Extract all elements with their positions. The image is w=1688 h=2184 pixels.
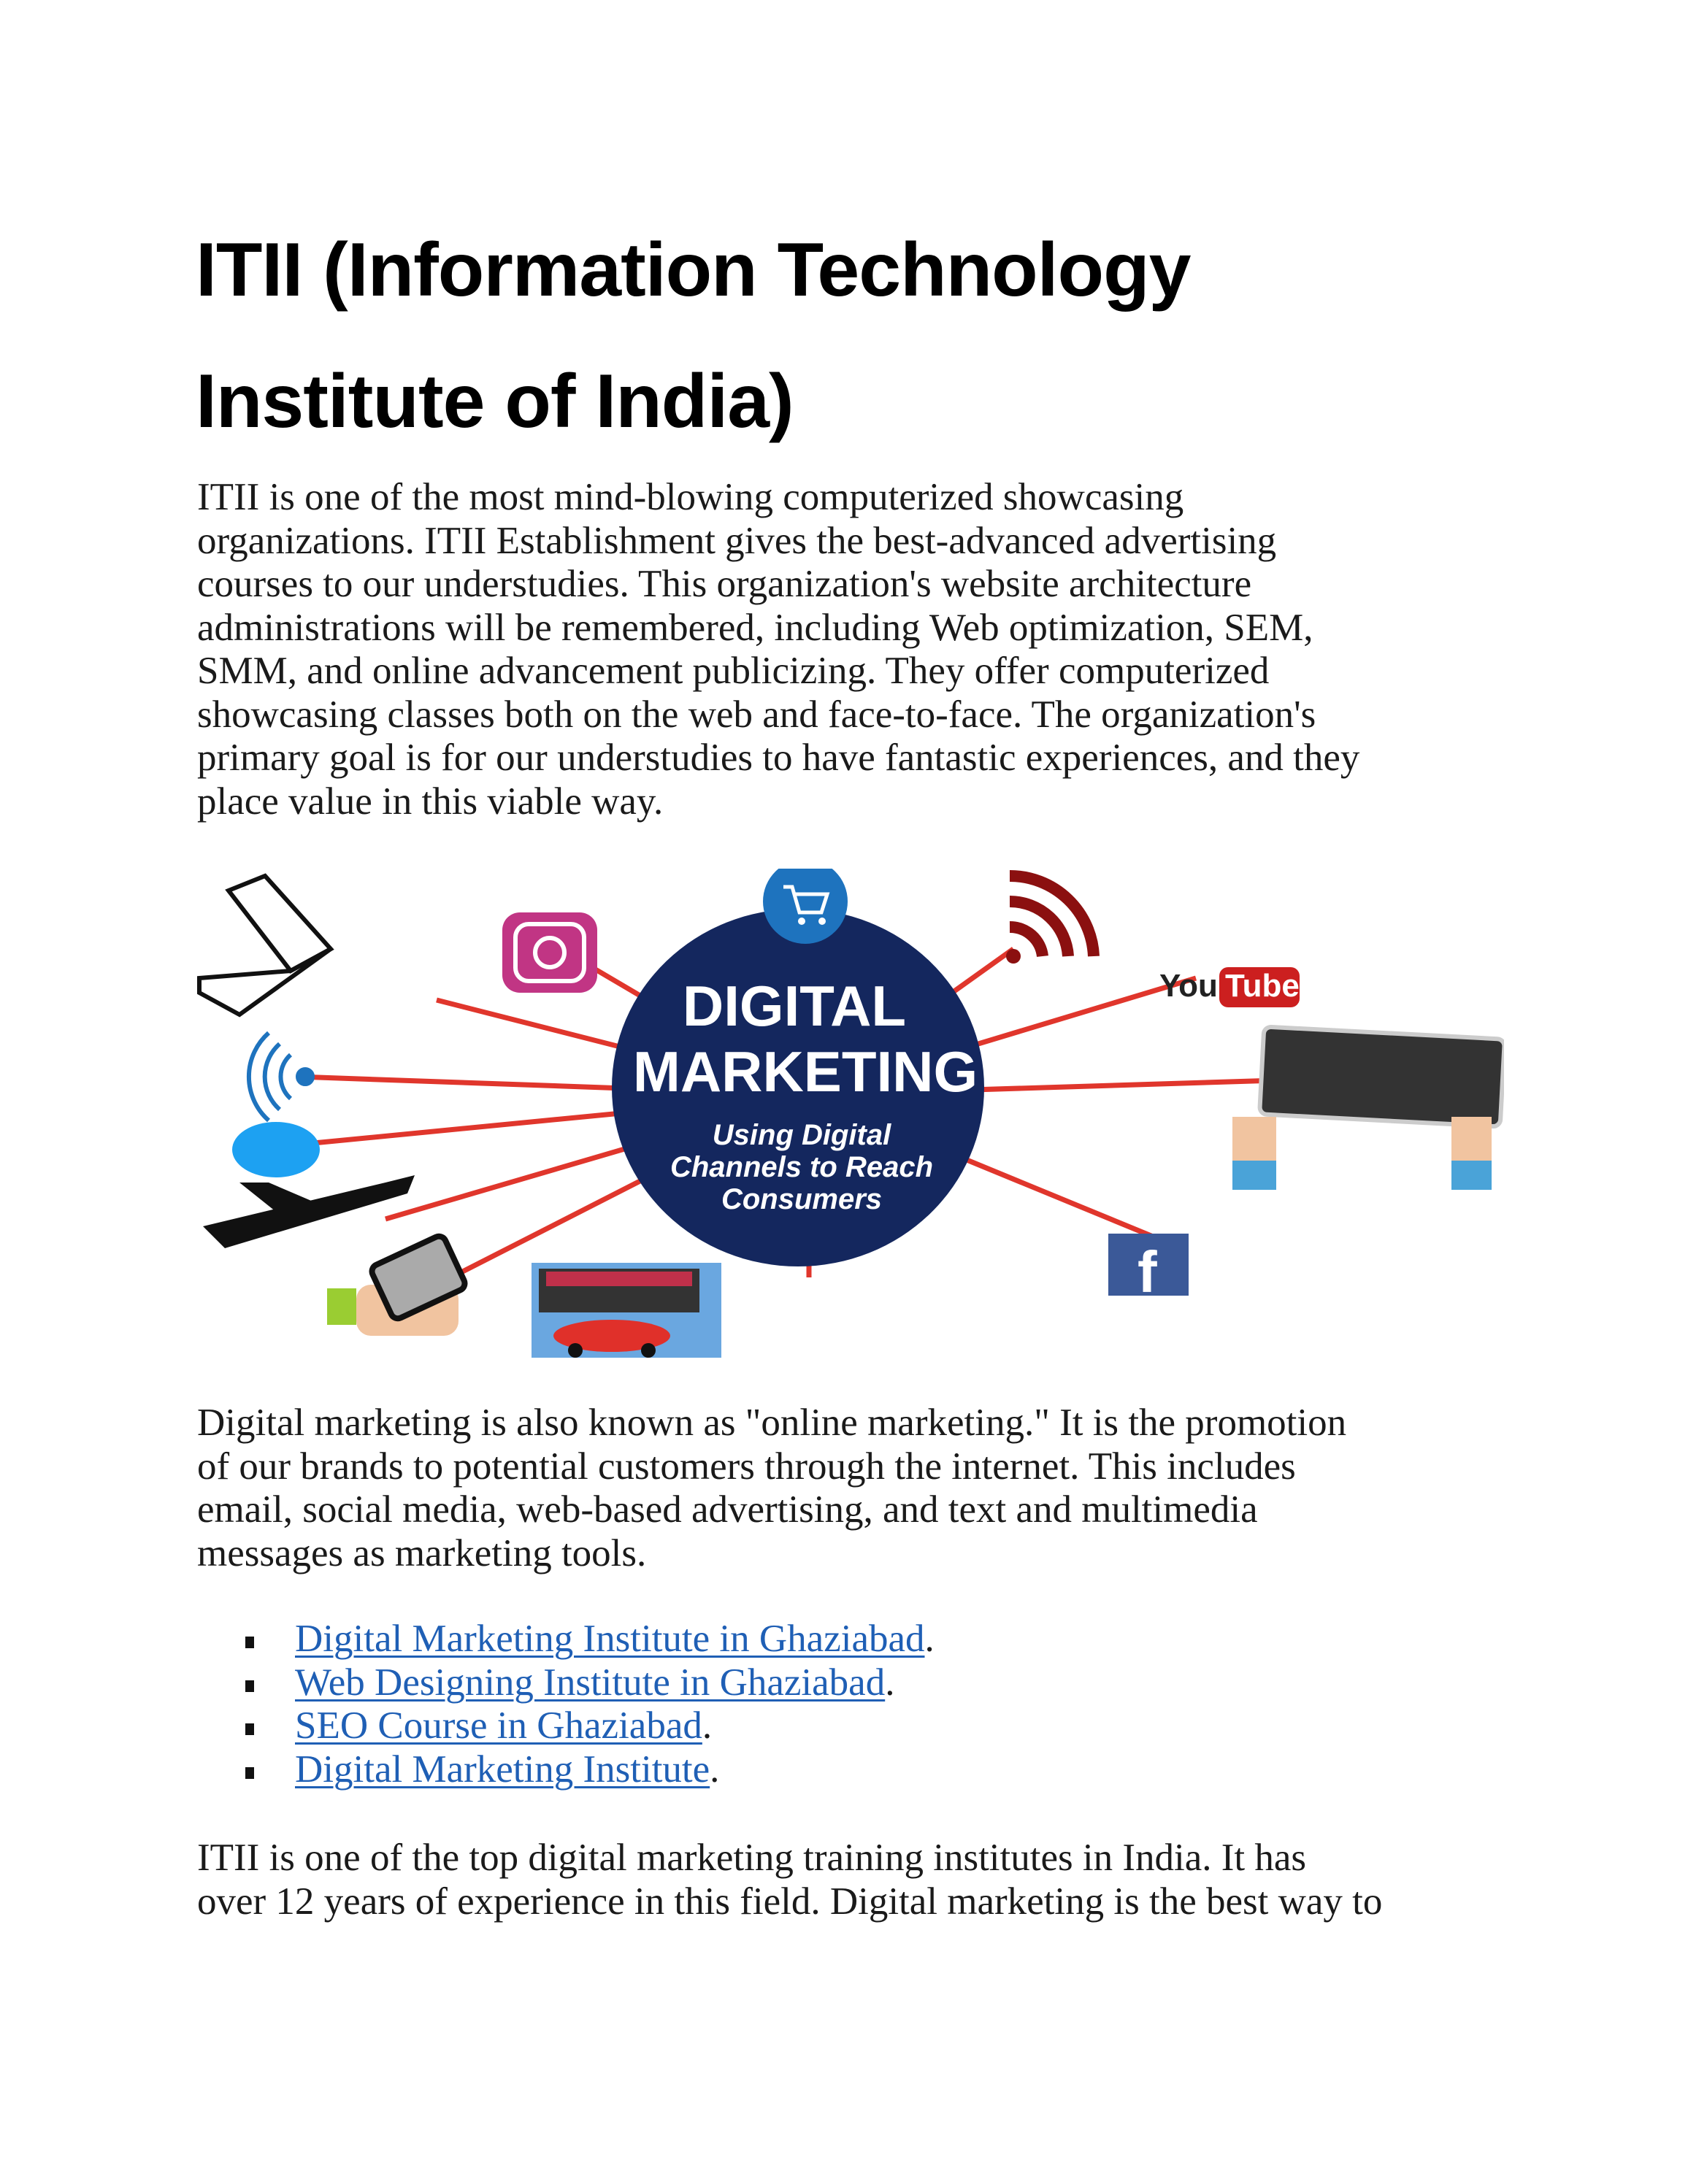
intro-paragraph [197,476,1359,823]
broadcast-icon [249,1033,312,1120]
figure-subtitle: Channels to Reach [670,1151,934,1183]
title-line: Institute of India) [196,359,794,444]
instagram-icon [502,912,597,993]
text-line: ITII is one of the top digital marketing training institutes in India. It has [197,1837,1307,1879]
digital-marketing-illustration [196,869,1504,1358]
page-title [196,204,1190,467]
text-line: organizations. ITII Establishment gives the best-advanced advertising [197,519,1277,562]
bullet-square-icon [245,1723,254,1735]
tablet-in-hands-icon [1232,1026,1504,1190]
list-item [248,1748,935,1792]
link-suffix: . [885,1661,895,1704]
text-line: place value in this viable way. [197,780,664,823]
youtube-logo [1159,967,1300,1007]
list-item [248,1661,935,1705]
title-line: ITII (Information Technology [196,228,1191,312]
youtube-you-text: You [1159,968,1218,1004]
link-seo-course-ghaziabad[interactable]: SEO Course in Ghaziabad [295,1704,702,1747]
link-digital-marketing-institute-ghaziabad[interactable]: Digital Marketing Institute in Ghaziabad [295,1618,925,1660]
closing-paragraph [197,1837,1382,1923]
text-line: of our brands to potential customers through the internet. This includes [197,1445,1296,1488]
twitter-icon [232,1122,320,1177]
link-suffix: . [710,1747,720,1791]
figure-heading: DIGITAL [682,974,907,1038]
link-web-designing-institute-ghaziabad[interactable]: Web Designing Institute in Ghaziabad [295,1661,886,1704]
svg-text:f: f [1138,1239,1157,1304]
bullet-square-icon [245,1680,254,1692]
list-item [248,1618,935,1661]
link-suffix: . [924,1618,935,1660]
definition-paragraph [197,1401,1346,1575]
text-line: email, social media, web-based advertising, and text and multimedia [197,1488,1258,1531]
figure-subtitle: Using Digital [712,1119,891,1151]
text-line: showcasing classes both on the web and face-to-face. The organization's [197,693,1316,736]
link-digital-marketing-institute[interactable]: Digital Marketing Institute [295,1747,710,1791]
list-item [248,1704,935,1748]
link-suffix: . [702,1704,713,1747]
facebook-icon [1108,1234,1189,1304]
bullet-square-icon [245,1637,254,1648]
phone-in-hand-icon [327,1234,467,1336]
text-line: ITII is one of the most mind-blowing computerized showcasing [197,476,1184,518]
figure-subtitle: Consumers [721,1183,883,1215]
billboard-car-image [532,1263,721,1358]
airplane-icon [203,1175,415,1248]
signal-icon [1006,876,1094,964]
text-line: Digital marketing is also known as "online marketing." It is the promotion [197,1401,1347,1444]
text-line: primary goal is for our understudies to have fantastic experiences, and they [197,737,1360,779]
text-line: messages as marketing tools. [197,1531,647,1574]
text-line: courses to our understudies. This organization's website architecture [197,563,1252,605]
laptop-icon [199,876,331,1015]
bullet-square-icon [245,1767,254,1779]
figure-heading: MARKETING [632,1039,978,1104]
text-line: over 12 years of experience in this field. Digital marketing is the best way to [197,1880,1383,1923]
youtube-tube-text: Tube [1225,968,1300,1004]
text-line: administrations will be remembered, including Web optimization, SEM, [197,606,1313,649]
link-list [248,1618,935,1791]
text-line: SMM, and online advancement publicizing. They offer computerized [197,650,1270,692]
digital-marketing-image [196,869,1504,1358]
